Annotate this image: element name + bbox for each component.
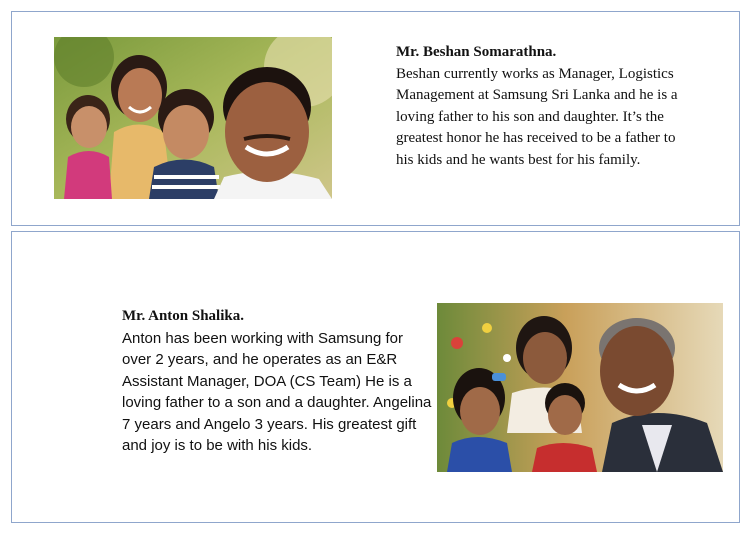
family-photo-beshan xyxy=(54,37,332,199)
bio-anton xyxy=(122,306,432,457)
bio-beshan xyxy=(396,42,696,171)
family-photo-anton xyxy=(437,303,723,472)
profile-name: Mr. Anton Shalika. xyxy=(122,308,244,324)
profile-bio: Anton has been working with Samsung for over 2 years, and he operates as an E&R Assistant Manager, DOA (CS Team) He is a loving father to a son and a daughter. Angelina 7 years and Angelo 3 years. His greatest gift and joy is to be with his kids. xyxy=(122,329,432,454)
profile-card-beshan xyxy=(11,11,740,226)
profile-bio: Beshan currently works as Manager, Logistics Management at Samsung Sri Lanka and he is a loving father to his son and daughter. It’s the greatest honor he has received to be a father to his kids and he wants best for his family. xyxy=(396,65,678,168)
profile-card-anton xyxy=(11,231,740,523)
profile-name: Mr. Beshan Somarathna. xyxy=(396,44,557,60)
